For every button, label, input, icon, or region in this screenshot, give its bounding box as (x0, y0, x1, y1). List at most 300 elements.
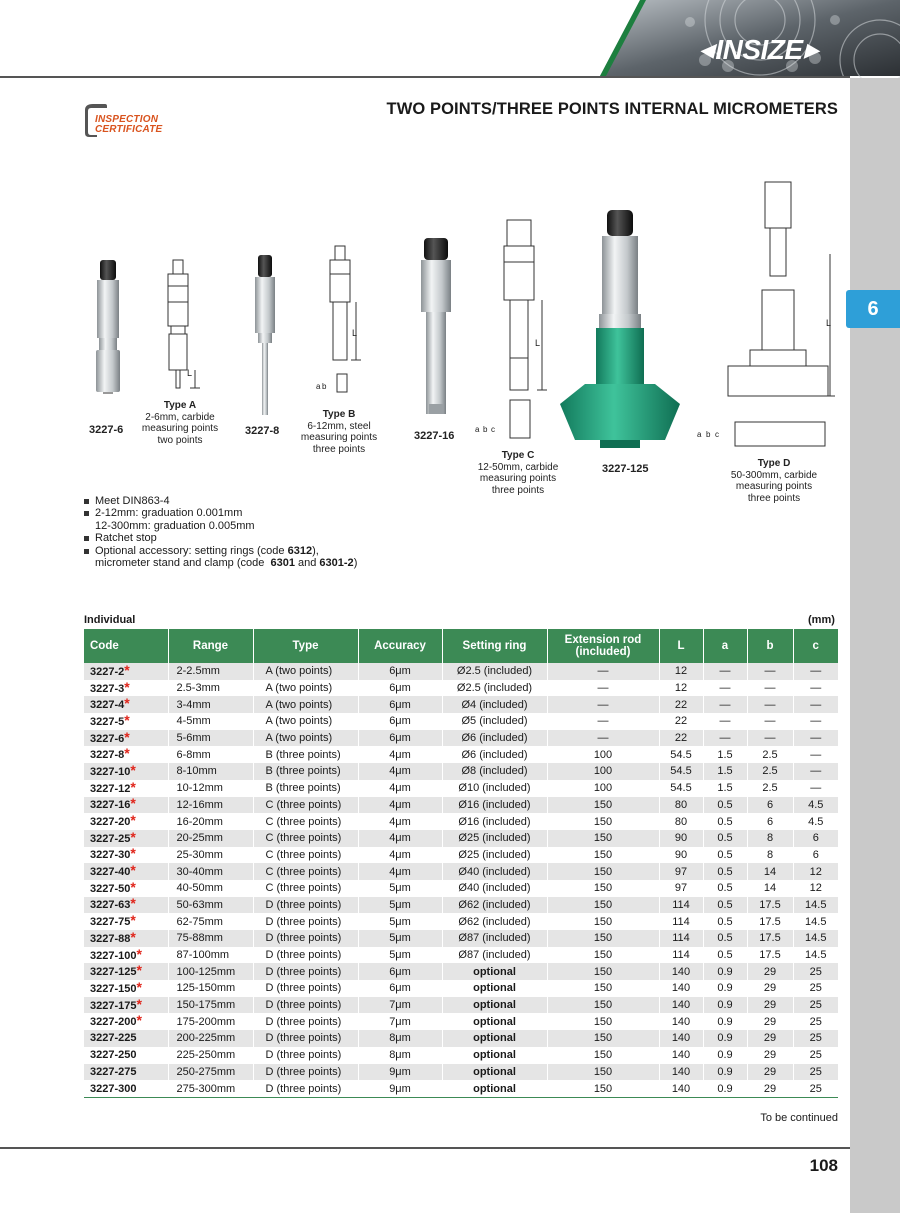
cell-range (168, 663, 253, 680)
cell-code (84, 696, 168, 713)
cell-value: 17.5 (759, 898, 781, 911)
cell-ring (442, 880, 547, 897)
cell-a (703, 997, 747, 1014)
cell-value: — (597, 698, 609, 711)
cell-value: 275-300mm (176, 1082, 236, 1095)
cell-value: 75-88mm (176, 932, 223, 945)
cell-value: — (810, 782, 822, 795)
cell-value: — (810, 665, 822, 678)
header-a: a (703, 629, 747, 663)
type-c-c-label: c (491, 425, 495, 434)
cell-value: Ø87 (included) (458, 949, 531, 962)
cell-value: 17.5 (759, 915, 781, 928)
cell-value: 5μm (389, 898, 411, 911)
cell-a (703, 863, 747, 880)
star-icon: * (124, 711, 130, 728)
cell-code (84, 930, 168, 947)
cell-value: 3227-150 (90, 982, 137, 995)
cell-value: 3227-63 (90, 899, 131, 912)
cell-value: 3227-225 (90, 1032, 137, 1045)
header-type: Type (253, 629, 358, 663)
feature-text: Ratchet stop (95, 532, 157, 545)
table-row (84, 847, 838, 864)
cell-ring (442, 746, 547, 763)
table-row (84, 963, 838, 980)
cell-accuracy (358, 997, 442, 1014)
cell-ring (442, 763, 547, 780)
cell-value: 114 (672, 915, 690, 928)
page-title: TWO POINTS/THREE POINTS INTERNAL MICROMETERS (386, 100, 838, 118)
cell-ring (442, 1064, 547, 1081)
type-b-caption (289, 409, 389, 455)
cell-value: 140 (671, 982, 691, 995)
cell-value: 87-100mm (176, 949, 230, 962)
star-icon: * (130, 795, 136, 812)
cell-c (793, 713, 838, 730)
cell-ext (547, 730, 659, 747)
cell-ext (547, 913, 659, 930)
cell-value: 25 (809, 965, 822, 978)
table-row (84, 897, 838, 914)
cell-b (747, 980, 793, 997)
cell-value: 25 (809, 1082, 822, 1095)
cell-a (703, 1047, 747, 1064)
cell-value: 150 (593, 915, 613, 928)
cell-value: 3227-250 (90, 1049, 137, 1062)
cell-ring (442, 863, 547, 880)
cell-value: 125-150mm (176, 982, 236, 995)
cell-value: 12 (809, 882, 822, 895)
cell-value: C (three points) (265, 848, 342, 861)
micrometer-3227-8-photo (255, 255, 275, 415)
cell-c (793, 696, 838, 713)
cell-range (168, 1030, 253, 1047)
cell-value: 90 (674, 848, 688, 861)
cell-code (84, 963, 168, 980)
type-c-line-3: three points (491, 484, 545, 496)
cell-value: — (810, 698, 822, 711)
cell-ext (547, 780, 659, 797)
cell-accuracy (358, 947, 442, 964)
cell-range (168, 880, 253, 897)
cell-value: 97 (674, 865, 688, 878)
cell-value: — (719, 665, 731, 678)
cell-c (793, 913, 838, 930)
certificate-line-1: INSPECTION (95, 114, 159, 125)
cell-value: 3227-50 (90, 882, 131, 895)
cell-value: 29 (763, 1032, 777, 1045)
cell-value: Ø40 (included) (458, 882, 531, 895)
cell-b (747, 880, 793, 897)
cell-c (793, 830, 838, 847)
cell-value: 0.5 (717, 798, 733, 811)
cell-value: 29 (763, 1082, 777, 1095)
cell-value: 6-8mm (176, 748, 211, 761)
cell-a (703, 713, 747, 730)
cell-type (253, 897, 358, 914)
table-row (84, 980, 838, 997)
cell-value: Ø25 (included) (458, 832, 531, 845)
feature-item (84, 532, 357, 544)
cell-accuracy (358, 680, 442, 697)
cell-l (659, 863, 703, 880)
cell-range (168, 1064, 253, 1081)
cell-value: 200-225mm (176, 1032, 236, 1045)
cell-value: 150 (593, 832, 613, 845)
table-row (84, 763, 838, 780)
cell-type (253, 847, 358, 864)
cell-code (84, 1030, 168, 1047)
cell-value: 150 (593, 949, 613, 962)
feature-item (84, 507, 357, 532)
cell-range (168, 746, 253, 763)
table-header-row (84, 629, 838, 663)
cell-value: 140 (671, 1015, 691, 1028)
cell-c (793, 880, 838, 897)
cell-l (659, 680, 703, 697)
cell-ext (547, 1047, 659, 1064)
cell-value: — (764, 682, 776, 695)
type-d-drawing (728, 182, 835, 446)
cell-value: 4μm (389, 815, 411, 828)
table-row (84, 813, 838, 830)
star-icon: * (136, 945, 142, 962)
cell-value: 6μm (389, 965, 411, 978)
star-icon: * (136, 962, 142, 979)
cell-code (84, 913, 168, 930)
cell-c (793, 813, 838, 830)
cell-value: D (three points) (265, 1015, 342, 1028)
cell-code (84, 880, 168, 897)
cell-value: 54.5 (670, 782, 692, 795)
cell-value: 140 (671, 1049, 691, 1062)
cell-l (659, 813, 703, 830)
cell-code (84, 947, 168, 964)
cell-value: 16-20mm (176, 815, 223, 828)
table-row (84, 880, 838, 897)
header-code: Code (84, 629, 168, 663)
cell-range (168, 947, 253, 964)
cell-value: 29 (763, 999, 777, 1012)
cell-value: C (three points) (265, 882, 342, 895)
cell-value: 5-6mm (176, 732, 211, 745)
table-row (84, 746, 838, 763)
cell-value: 4μm (389, 832, 411, 845)
cell-range (168, 897, 253, 914)
type-c-title: Type C (501, 450, 535, 461)
table-row (84, 797, 838, 814)
cell-ring (442, 997, 547, 1014)
cell-b (747, 947, 793, 964)
cell-accuracy (358, 696, 442, 713)
cell-value: Ø25 (included) (458, 848, 531, 861)
cell-value: 150 (593, 898, 613, 911)
cell-code (84, 897, 168, 914)
cell-value: 2-2.5mm (176, 665, 220, 678)
cell-value: 4-5mm (176, 715, 211, 728)
cell-value: Ø4 (included) (461, 698, 528, 711)
cell-ext (547, 947, 659, 964)
cell-code (84, 746, 168, 763)
inspection-certificate-logo (83, 102, 193, 138)
cell-value: A (two points) (265, 732, 333, 745)
cell-range (168, 930, 253, 947)
cell-value: 4.5 (808, 815, 824, 828)
cell-value: 3227-30 (90, 849, 131, 862)
cell-value: 4μm (389, 765, 411, 778)
cell-type (253, 1030, 358, 1047)
cell-ext (547, 663, 659, 680)
cell-range (168, 780, 253, 797)
cell-value: 0.5 (717, 949, 733, 962)
cell-value: Ø62 (included) (458, 898, 531, 911)
cell-type (253, 947, 358, 964)
cell-value: 6 (766, 798, 774, 811)
cell-ext (547, 963, 659, 980)
cell-c (793, 947, 838, 964)
cell-value: 3227-16 (90, 799, 131, 812)
cell-a (703, 730, 747, 747)
cell-code (84, 997, 168, 1014)
table-row (84, 1080, 838, 1097)
product-code-3227-125: 3227-125 (602, 463, 649, 475)
star-icon: * (130, 778, 136, 795)
cell-c (793, 997, 838, 1014)
cell-value: 3227-275 (90, 1065, 137, 1078)
cell-accuracy (358, 746, 442, 763)
star-icon: * (124, 728, 130, 745)
table-row (84, 713, 838, 730)
cell-value: 1.5 (717, 782, 733, 795)
feature-text: 12-300mm: graduation 0.005mm (95, 519, 255, 532)
header-range: Range (168, 629, 253, 663)
cell-c (793, 1030, 838, 1047)
cell-l (659, 847, 703, 864)
cell-value: 100 (593, 748, 613, 761)
type-d-line-2: measuring points (735, 481, 813, 492)
cell-value: 140 (671, 1032, 691, 1045)
cell-range (168, 696, 253, 713)
cell-ring (442, 1030, 547, 1047)
star-icon: * (124, 661, 130, 678)
cell-accuracy (358, 797, 442, 814)
type-b-length-label: L (352, 328, 358, 338)
cell-value: 25 (809, 1049, 822, 1062)
cell-value: 3227-12 (90, 782, 131, 795)
cell-value: 150 (593, 1032, 613, 1045)
cell-value: 3227-175 (90, 999, 137, 1012)
table-row (84, 680, 838, 697)
cell-value: 0.9 (717, 1082, 733, 1095)
cell-code (84, 730, 168, 747)
cell-value: 3227-3 (90, 682, 125, 695)
star-icon: * (124, 745, 130, 762)
type-a-line-3: two points (157, 434, 203, 446)
cell-b (747, 930, 793, 947)
cell-type (253, 913, 358, 930)
cell-value: 3-4mm (176, 698, 211, 711)
cell-value: 3227-8 (90, 749, 125, 762)
cell-range (168, 713, 253, 730)
cell-value: A (two points) (265, 698, 333, 711)
cell-value: D (three points) (265, 965, 342, 978)
cell-accuracy (358, 1080, 442, 1097)
cell-value: C (three points) (265, 815, 342, 828)
cell-b (747, 1013, 793, 1030)
feature-text: micrometer stand and clamp (code (95, 557, 271, 570)
cell-ext (547, 680, 659, 697)
cell-accuracy (358, 897, 442, 914)
cell-value: 3227-125 (90, 966, 137, 979)
chapter-tab[interactable]: 6 (846, 290, 900, 328)
cell-ext (547, 797, 659, 814)
cell-code (84, 1047, 168, 1064)
table-row (84, 1030, 838, 1047)
cell-value: C (three points) (265, 865, 342, 878)
cell-value: Ø87 (included) (458, 932, 531, 945)
cell-value: 54.5 (670, 765, 692, 778)
cell-a (703, 830, 747, 847)
type-c-caption (468, 450, 568, 496)
cell-value: Ø16 (included) (458, 815, 531, 828)
cell-type (253, 980, 358, 997)
cell-value: 114 (672, 932, 690, 945)
cell-a (703, 930, 747, 947)
cell-value: 0.5 (717, 882, 733, 895)
cell-b (747, 797, 793, 814)
cell-l (659, 663, 703, 680)
type-c-length-label: L (535, 338, 541, 348)
cell-value: — (719, 732, 731, 745)
cell-c (793, 930, 838, 947)
cell-ext (547, 997, 659, 1014)
cell-range (168, 997, 253, 1014)
cell-value: 17.5 (759, 932, 781, 945)
star-icon: * (136, 1012, 142, 1029)
cell-code (84, 847, 168, 864)
star-icon: * (124, 695, 130, 712)
cell-value: 22 (674, 715, 688, 728)
cell-value: 1.5 (717, 748, 733, 761)
star-icon: * (130, 912, 136, 929)
table-row (84, 780, 838, 797)
cell-value: — (597, 732, 609, 745)
cell-range (168, 813, 253, 830)
cell-value: 150 (593, 865, 613, 878)
cell-value: 4.5 (808, 798, 824, 811)
cell-b (747, 1047, 793, 1064)
cell-value: Ø5 (included) (461, 715, 528, 728)
cell-value: 140 (671, 1065, 691, 1078)
cell-value: 9μm (389, 1082, 411, 1095)
cell-value: 6 (812, 848, 819, 861)
cell-value: 114 (672, 898, 690, 911)
cell-accuracy (358, 730, 442, 747)
cell-value: D (three points) (265, 949, 342, 962)
cell-value: B (three points) (265, 765, 341, 778)
cell-accuracy (358, 913, 442, 930)
cell-ring (442, 713, 547, 730)
cell-ring (442, 696, 547, 713)
cell-value: 0.5 (717, 898, 733, 911)
header-setting-ring: Setting ring (442, 629, 547, 663)
cell-value: 8μm (389, 1032, 411, 1045)
continued-note: To be continued (760, 1112, 838, 1124)
cell-value: 5μm (389, 932, 411, 945)
feature-text: ) (353, 557, 358, 570)
cell-type (253, 1013, 358, 1030)
header-divider (0, 76, 850, 78)
cell-value: 12 (674, 665, 688, 678)
micrometer-3227-16-photo (421, 238, 451, 414)
cell-value: Ø2.5 (included) (456, 665, 533, 678)
cell-ring (442, 847, 547, 864)
cell-b (747, 696, 793, 713)
micrometer-3227-125-photo (560, 210, 680, 448)
cell-accuracy (358, 663, 442, 680)
cell-value: 114 (672, 949, 690, 962)
cell-l (659, 880, 703, 897)
type-a-line-2: measuring points (141, 423, 219, 434)
cell-b (747, 963, 793, 980)
cell-value: 4μm (389, 798, 411, 811)
feature-code: 6301 (270, 557, 295, 570)
cell-range (168, 863, 253, 880)
brand-logo (700, 33, 818, 67)
cell-value: 14.5 (805, 932, 827, 945)
cell-c (793, 963, 838, 980)
type-d-line-1: 50-300mm, carbide (730, 469, 818, 481)
cell-value: 3227-25 (90, 832, 131, 845)
cell-value: 6 (812, 832, 819, 845)
cell-type (253, 663, 358, 680)
spec-table (84, 629, 838, 1098)
cell-value: 140 (671, 1082, 691, 1095)
cell-value: 54.5 (670, 748, 692, 761)
cell-value: 5μm (389, 915, 411, 928)
cell-accuracy (358, 1064, 442, 1081)
cell-value: 175-200mm (176, 1015, 236, 1028)
cell-ring (442, 1013, 547, 1030)
cell-value: 22 (674, 698, 688, 711)
cell-value: 150 (593, 965, 613, 978)
cell-value: 150 (593, 815, 613, 828)
cell-code (84, 663, 168, 680)
cell-ring (442, 730, 547, 747)
cell-ext (547, 1080, 659, 1097)
cell-value: 100-125mm (176, 965, 236, 978)
cell-value: 25 (809, 1032, 822, 1045)
cell-value: 25 (809, 982, 822, 995)
cell-value: D (three points) (265, 1065, 342, 1078)
cell-a (703, 780, 747, 797)
cell-l (659, 1047, 703, 1064)
cell-value: Ø6 (included) (461, 748, 528, 761)
cell-value: 8μm (389, 1049, 411, 1062)
cell-ext (547, 980, 659, 997)
cell-value: 8 (766, 832, 774, 845)
cell-value: 0.5 (717, 815, 733, 828)
cell-b (747, 863, 793, 880)
cell-value: B (three points) (265, 782, 341, 795)
cell-value: 150-175mm (176, 999, 236, 1012)
table-row (84, 1064, 838, 1081)
product-code-3227-8: 3227-8 (245, 425, 280, 437)
cell-value: 2.5-3mm (176, 682, 220, 695)
cell-value: 0.9 (717, 999, 733, 1012)
cell-b (747, 847, 793, 864)
cell-type (253, 830, 358, 847)
